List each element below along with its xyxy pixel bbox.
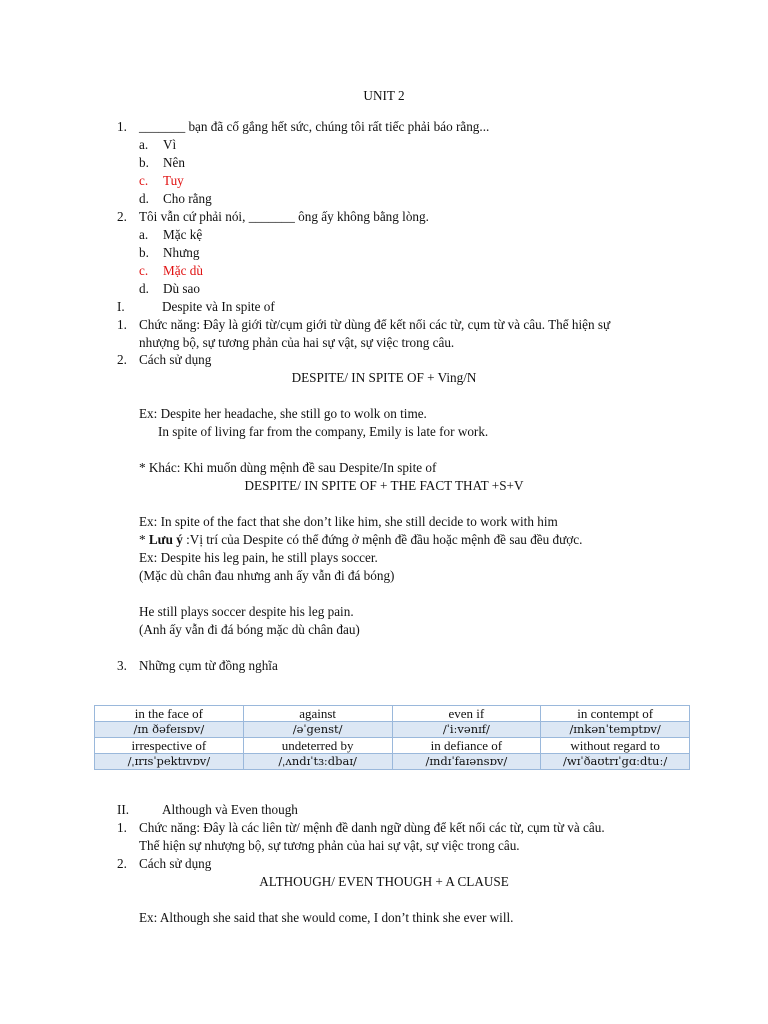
s1-example-5: He still plays soccer despite his leg pain. — [139, 604, 354, 619]
s1-example-3: Ex: In spite of the fact that she don’t like him, she still decide to work with him — [139, 514, 558, 529]
s1-function-line-1: Chức năng: Đây là giới từ/cụm giới từ dùng để kết nối các từ, cụm từ và câu. Thể hiện sự — [139, 317, 611, 332]
s2-example: Ex: Although she said that she would come, I don’t think she ever will. — [139, 910, 514, 925]
q2-option-b: Nhưng — [163, 245, 200, 260]
synonyms-table — [94, 705, 690, 770]
s1-usage-label: Cách sử dụng — [139, 352, 212, 367]
table-row — [95, 706, 690, 722]
table-cell-ipa: /ɪn ðəfeɪsɒv/ — [95, 722, 244, 738]
s1-example-1: Ex: Despite her headache, she still go to wolk on time. — [139, 406, 427, 421]
table-cell: against — [243, 706, 392, 722]
q1-option-c-answer: Tuy — [163, 173, 184, 188]
table-cell-ipa: /wɪˈðaʊtrɪˈgɑːdtuː/ — [541, 754, 690, 770]
table-cell-ipa: /ˌʌndɪˈtɜːdbaɪ/ — [243, 754, 392, 770]
table-cell-ipa: /ˌɪrɪsˈpektɪvɒv/ — [95, 754, 244, 770]
question-1-text: _______ bạn đã cố gắng hết sức, chúng tôi rất tiếc phải báo rằng... — [139, 119, 490, 134]
section-1-number: I. — [117, 299, 125, 314]
table-cell-ipa: /əˈgenst/ — [243, 722, 392, 738]
s1-function-number: 1. — [117, 317, 127, 332]
table-cell: irrespective of — [95, 738, 244, 754]
table-cell: in contempt of — [541, 706, 690, 722]
s1-example-4: Ex: Despite his leg pain, he still plays soccer. — [139, 550, 378, 565]
q1-option-d: Cho rằng — [163, 191, 212, 206]
s1-example-5-translation: (Anh ấy vẫn đi đá bóng mặc dù chân đau) — [139, 622, 360, 637]
s1-usage-number: 2. — [117, 352, 127, 367]
table-cell: even if — [392, 706, 541, 722]
s1-note-line — [139, 532, 582, 548]
q2-option-c-letter: c. — [139, 263, 149, 278]
s2-usage-number: 2. — [117, 856, 127, 871]
section-1-heading: Despite và In spite of — [162, 299, 275, 314]
q2-option-a-letter: a. — [139, 227, 149, 242]
q2-option-d-letter: d. — [139, 281, 149, 296]
question-2-text: Tôi vẫn cứ phải nói, _______ ông ấy không bằng lòng. — [139, 209, 429, 224]
page-title: UNIT 2 — [363, 88, 405, 103]
s2-usage-label: Cách sử dụng — [139, 856, 212, 871]
table-cell-ipa: /ɪndɪˈfaɪənsɒv/ — [392, 754, 541, 770]
table-row — [95, 738, 690, 754]
q2-option-b-letter: b. — [139, 245, 149, 260]
q1-option-d-letter: d. — [139, 191, 149, 206]
s1-formula-1: DESPITE/ IN SPITE OF + Ving/N — [291, 370, 477, 385]
q1-option-c-letter: c. — [139, 173, 149, 188]
table-cell: without regard to — [541, 738, 690, 754]
q2-option-d: Dù sao — [163, 281, 200, 296]
table-cell-ipa: /ɪnkənˈtemptɒv/ — [541, 722, 690, 738]
s2-function-number: 1. — [117, 820, 127, 835]
s1-example-2: In spite of living far from the company, Emily is late for work. — [158, 424, 489, 439]
q1-option-a: Vì — [163, 137, 177, 152]
s1-synonyms-number: 3. — [117, 658, 127, 673]
s1-other-note: * Khác: Khi muốn dùng mệnh đề sau Despite/In spite of — [139, 460, 437, 475]
s2-function-line-2: Thể hiện sự nhượng bộ, sự tương phản của hai sự vật, sự việc trong câu. — [139, 838, 520, 853]
q2-option-c-answer: Mặc dù — [163, 263, 203, 278]
question-1-number: 1. — [117, 119, 127, 134]
s2-formula: ALTHOUGH/ EVEN THOUGH + A CLAUSE — [259, 874, 509, 889]
section-2-heading: Although và Even though — [162, 802, 298, 817]
table-row — [95, 754, 690, 770]
question-2-number: 2. — [117, 209, 127, 224]
section-2-number: II. — [117, 802, 130, 817]
q1-option-b: Nên — [163, 155, 185, 170]
s1-synonyms-label: Những cụm từ đồng nghĩa — [139, 658, 278, 673]
table-row — [95, 722, 690, 738]
s1-function-line-2: nhượng bộ, sự tương phản của hai sự vật, sự việc trong câu. — [139, 335, 455, 350]
table-cell: in defiance of — [392, 738, 541, 754]
s1-example-4-translation: (Mặc dù chân đau nhưng anh ấy vẫn đi đá bóng) — [139, 568, 395, 583]
s1-formula-2: DESPITE/ IN SPITE OF + THE FACT THAT +S+V — [244, 478, 524, 493]
q2-option-a: Mặc kệ — [163, 227, 203, 242]
table-cell: undeterred by — [243, 738, 392, 754]
note-prefix: * — [139, 532, 149, 547]
table-cell: in the face of — [95, 706, 244, 722]
q1-option-a-letter: a. — [139, 137, 149, 152]
q1-option-b-letter: b. — [139, 155, 149, 170]
s2-function-line-1: Chức năng: Đây là các liên từ/ mệnh đề danh ngữ dùng để kết nối các từ, cụm từ và câu. — [139, 820, 605, 835]
note-label: Lưu ý — [148, 532, 183, 547]
table-cell-ipa: /ˈiːvənɪf/ — [392, 722, 541, 738]
note-text: :Vị trí của Despite có thể đứng ở mệnh đề đầu hoặc mệnh đề sau đều được. — [182, 532, 583, 547]
